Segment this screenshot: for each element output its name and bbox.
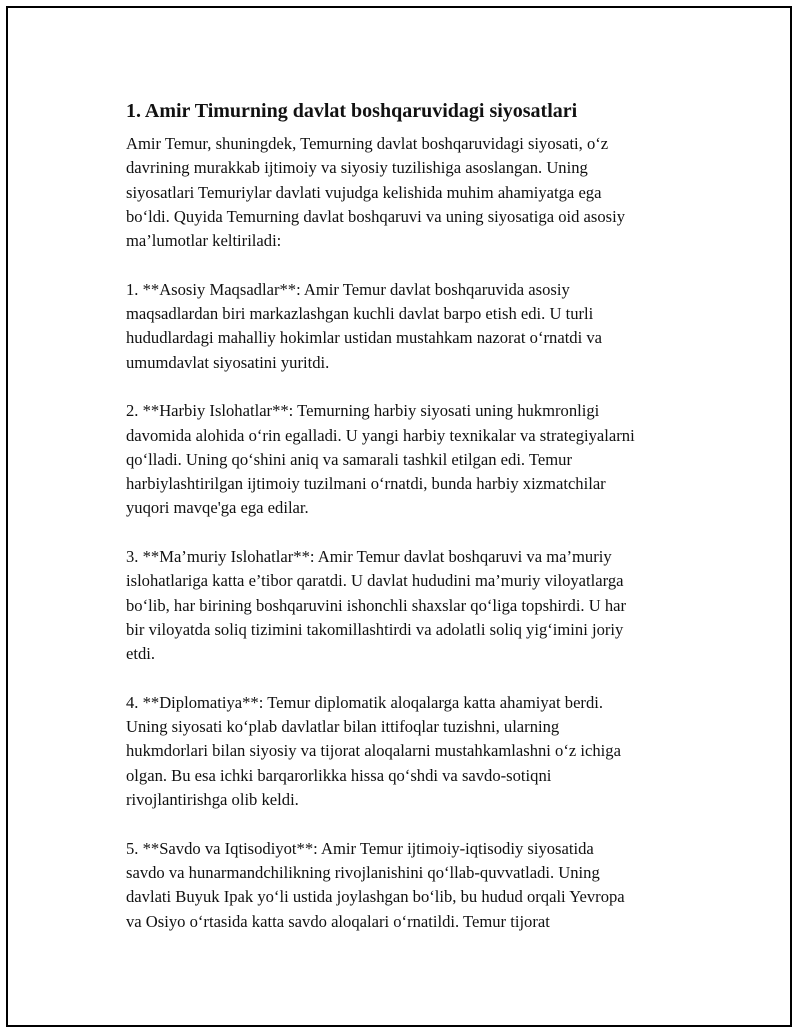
text-line: bo‘lib, har birining boshqaruvini ishonchli shaxslar qo‘liga topshirdi. U har <box>126 595 627 615</box>
text-line: davrining murakkab ijtimoiy va siyosiy tuzilishiga asoslangan. Uning <box>126 158 588 178</box>
text-line: Amir Temur, shuningdek, Temurning davlat boshqaruvidagi siyosati, o‘z <box>126 134 609 153</box>
text-line: 4. **Diplomatiya**: Temur diplomatik aloqalarga katta ahamiyat berdi. <box>126 692 604 712</box>
paragraph-mamuriy-islohatlar <box>126 545 696 666</box>
text-line: qo‘lladi. Uning qo‘shini aniq va samarali tashkil etilgan edi. Temur <box>126 449 573 469</box>
paragraph-asosiy-maqsadlar <box>126 278 696 375</box>
paragraph-harbiy-islohatlar <box>126 399 696 520</box>
text-line: olgan. Bu esa ichki barqarorlikka hissa qo‘shdi va savdo-sotiqni <box>126 765 552 785</box>
text-line: bir viloyatda soliq tizimini takomillashtirdi va adolatli soliq yig‘imini joriy <box>126 619 624 639</box>
text-line: davomida alohida o‘rin egalladi. U yangi harbiy texnikalar va strategiyalarni <box>126 425 635 445</box>
text-line: hududlardagi mahalliy hokimlar ustidan mustahkam nazorat o‘rnatdi va <box>126 328 603 348</box>
text-line: Uning siyosati ko‘plab davlatlar bilan ittifoqlar tuzishni, ularning <box>126 717 560 737</box>
paragraph-diplomatiya <box>126 691 696 812</box>
text-line: 5. **Savdo va Iqtisodiyot**: Amir Temur ijtimoiy-iqtisodiy siyosatida <box>126 838 594 858</box>
text-line: 1. **Asosiy Maqsadlar**: Amir Temur davlat boshqaruvida asosiy <box>126 279 570 299</box>
text-line: harbiylashtirilgan ijtimoiy tuzilmani o‘rnatdi, bunda harbiy xizmatchilar <box>126 474 606 494</box>
text-line: 2. **Harbiy Islohatlar**: Temurning harbiy siyosati uning hukmronligi <box>126 401 600 421</box>
text-line: umumdavlat siyosatini yuritdi. <box>126 352 330 372</box>
paragraph-intro <box>126 132 696 253</box>
text-line: bo‘ldi. Quyida Temurning davlat boshqaruvi va uning siyosatiga oid asosiy <box>126 206 626 226</box>
text-line: rivojlantirishga olib keldi. <box>126 790 299 810</box>
text-line: etdi. <box>126 644 156 664</box>
text-line: siyosatlari Temuriylar davlati vujudga kelishida muhim ahamiyatga ega <box>126 182 602 202</box>
text-line: yuqori mavqe'ga ega edilar. <box>126 498 309 518</box>
text-line: davlati Buyuk Ipak yo‘li ustida joylashgan bo‘lib, bu hudud orqali Yevropa <box>126 887 625 907</box>
document-body <box>126 98 696 958</box>
text-line: savdo va hunarmandchilikning rivojlanishini qo‘llab-quvvatladi. Uning <box>126 862 600 882</box>
text-line: maqsadlardan biri markazlashgan kuchli davlat barpo etish edi. U turli <box>126 304 594 324</box>
text-line: va Osiyo o‘rtasida katta savdo aloqalari o‘rnatildi. Temur tijorat <box>126 911 550 931</box>
page-frame <box>6 6 792 1027</box>
document-title: 1. Amir Timurning davlat boshqaruvidagi siyosatlari <box>126 100 578 122</box>
paragraph-savdo-iqtisodiyot <box>126 837 696 934</box>
text-line: islohatlariga katta e’tibor qaratdi. U davlat hududini ma’muriy viloyatlarga <box>126 571 624 591</box>
text-line: hukmdorlari bilan siyosiy va tijorat aloqalarni mustahkamlashni o‘z ichiga <box>126 741 621 761</box>
text-line: ma’lumotlar keltiriladi: <box>126 231 282 251</box>
text-line: 3. **Ma’muriy Islohatlar**: Amir Temur davlat boshqaruvi va ma’muriy <box>126 547 612 567</box>
